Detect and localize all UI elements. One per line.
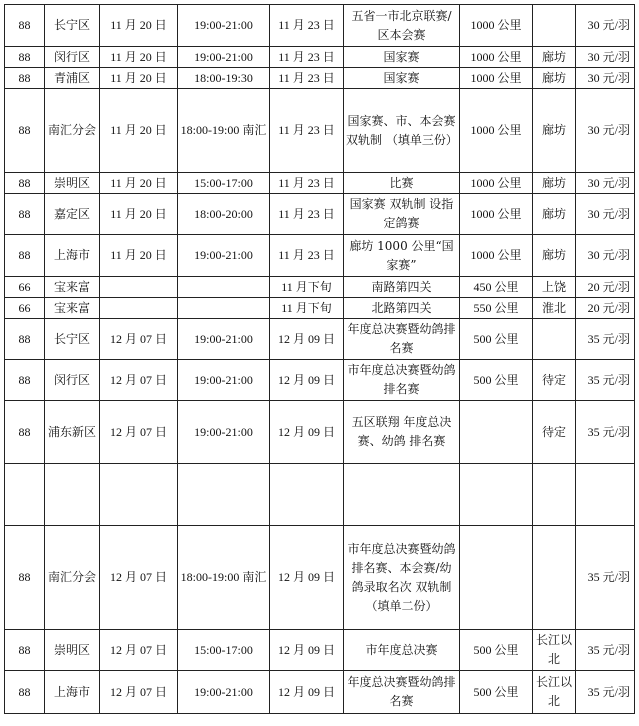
distance-cell: 500 公里 [460, 630, 533, 671]
collection-time-cell: 18:00-19:00 南汇 [178, 526, 270, 630]
race-code-cell: 88 [5, 319, 45, 360]
release-place-cell: 淮北 [533, 298, 576, 319]
collection-date-cell: 11 月 20 日 [100, 173, 178, 194]
race-code-cell: 88 [5, 173, 45, 194]
race-schedule-table [4, 4, 635, 714]
release-date-cell: 12 月 09 日 [270, 671, 344, 714]
table-row [5, 277, 635, 298]
distance-cell: 1000 公里 [460, 194, 533, 235]
collection-date-cell: 11 月 20 日 [100, 47, 178, 68]
distance-cell [460, 464, 533, 526]
release-date-cell: 11 月 23 日 [270, 5, 344, 47]
release-place-cell [533, 319, 576, 360]
club-cell: 南汇分会 [45, 526, 100, 630]
race-code-cell: 88 [5, 68, 45, 89]
fee-cell: 35 元/羽 [576, 319, 635, 360]
release-date-cell: 11 月下旬 [270, 298, 344, 319]
distance-cell: 1000 公里 [460, 89, 533, 173]
race-code-cell: 88 [5, 401, 45, 464]
club-cell [45, 464, 100, 526]
release-place-cell [533, 5, 576, 47]
collection-date-cell: 12 月 07 日 [100, 671, 178, 714]
collection-time-cell: 18:00-20:00 [178, 194, 270, 235]
table-row [5, 526, 635, 630]
distance-cell: 1000 公里 [460, 173, 533, 194]
table-row [5, 194, 635, 235]
club-cell: 南汇分会 [45, 89, 100, 173]
distance-cell: 1000 公里 [460, 235, 533, 277]
race-code-cell: 88 [5, 671, 45, 714]
release-place-cell: 上饶 [533, 277, 576, 298]
release-date-cell: 11 月 23 日 [270, 47, 344, 68]
release-date-cell: 12 月 09 日 [270, 360, 344, 401]
race-name-cell: 年度总决赛暨幼鸽排名赛 [344, 671, 460, 714]
collection-time-cell [178, 277, 270, 298]
distance-cell: 500 公里 [460, 360, 533, 401]
race-name-cell: 五省一市北京联赛/区本会赛 [344, 5, 460, 47]
race-code-cell: 66 [5, 298, 45, 319]
collection-date-cell [100, 298, 178, 319]
race-name-cell: 年度总决赛暨幼鸽排名赛 [344, 319, 460, 360]
race-code-cell [5, 464, 45, 526]
race-code-cell: 88 [5, 194, 45, 235]
collection-time-cell: 15:00-17:00 [178, 173, 270, 194]
race-name-cell: 市年度总决赛暨幼鸽排名赛、本会赛/幼鸽录取名次 双轨制 （填单二份） [344, 526, 460, 630]
collection-date-cell [100, 277, 178, 298]
table-row [5, 319, 635, 360]
release-date-cell: 11 月 23 日 [270, 194, 344, 235]
release-place-cell: 廊坊 [533, 194, 576, 235]
table-row [5, 401, 635, 464]
distance-cell: 550 公里 [460, 298, 533, 319]
collection-date-cell: 11 月 20 日 [100, 5, 178, 47]
fee-cell: 30 元/羽 [576, 173, 635, 194]
release-date-cell: 11 月 23 日 [270, 173, 344, 194]
fee-cell: 30 元/羽 [576, 89, 635, 173]
distance-cell: 500 公里 [460, 319, 533, 360]
table-row [5, 360, 635, 401]
release-date-cell: 12 月 09 日 [270, 526, 344, 630]
fee-cell: 35 元/羽 [576, 360, 635, 401]
race-name-cell: 南路第四关 [344, 277, 460, 298]
race-code-cell: 88 [5, 89, 45, 173]
collection-time-cell: 19:00-21:00 [178, 235, 270, 277]
club-cell: 嘉定区 [45, 194, 100, 235]
release-place-cell: 廊坊 [533, 47, 576, 68]
release-place-cell: 长江以北 [533, 671, 576, 714]
race-name-cell: 五区联翔 年度总决赛、幼鸽 排名赛 [344, 401, 460, 464]
collection-date-cell: 12 月 07 日 [100, 360, 178, 401]
club-cell: 崇明区 [45, 173, 100, 194]
table-row [5, 235, 635, 277]
table-row [5, 671, 635, 714]
race-code-cell: 88 [5, 47, 45, 68]
club-cell: 青浦区 [45, 68, 100, 89]
collection-date-cell: 11 月 20 日 [100, 89, 178, 173]
race-code-cell: 88 [5, 526, 45, 630]
race-name-cell: 国家赛 双轨制 设指定鸽赛 [344, 194, 460, 235]
collection-time-cell: 19:00-21:00 [178, 401, 270, 464]
release-date-cell: 11 月下旬 [270, 277, 344, 298]
race-name-cell: 国家赛、市、本会赛 双轨制 （填单三份） [344, 89, 460, 173]
collection-time-cell: 15:00-17:00 [178, 630, 270, 671]
release-date-cell: 12 月 09 日 [270, 319, 344, 360]
club-cell: 宝来富 [45, 298, 100, 319]
release-date-cell: 12 月 09 日 [270, 401, 344, 464]
collection-date-cell: 12 月 07 日 [100, 401, 178, 464]
release-date-cell: 11 月 23 日 [270, 89, 344, 173]
table-row [5, 464, 635, 526]
club-cell: 长宁区 [45, 319, 100, 360]
release-place-cell: 廊坊 [533, 68, 576, 89]
release-date-cell: 11 月 23 日 [270, 235, 344, 277]
club-cell: 崇明区 [45, 630, 100, 671]
distance-cell: 1000 公里 [460, 47, 533, 68]
fee-cell: 35 元/羽 [576, 671, 635, 714]
race-code-cell: 88 [5, 630, 45, 671]
table-row [5, 173, 635, 194]
race-code-cell: 88 [5, 235, 45, 277]
collection-date-cell: 12 月 07 日 [100, 630, 178, 671]
race-code-cell: 88 [5, 360, 45, 401]
race-name-cell: 国家赛 [344, 68, 460, 89]
release-date-cell [270, 464, 344, 526]
race-name-cell: 比赛 [344, 173, 460, 194]
release-place-cell: 廊坊 [533, 89, 576, 173]
release-date-cell: 12 月 09 日 [270, 630, 344, 671]
club-cell: 上海市 [45, 671, 100, 714]
club-cell: 浦东新区 [45, 401, 100, 464]
collection-date-cell: 11 月 20 日 [100, 194, 178, 235]
release-date-cell: 11 月 23 日 [270, 68, 344, 89]
race-name-cell: 市年度总决赛 [344, 630, 460, 671]
distance-cell: 1000 公里 [460, 5, 533, 47]
collection-date-cell: 12 月 07 日 [100, 526, 178, 630]
collection-date-cell: 12 月 07 日 [100, 319, 178, 360]
release-place-cell: 待定 [533, 401, 576, 464]
race-name-cell [344, 464, 460, 526]
release-place-cell: 待定 [533, 360, 576, 401]
table-body [5, 5, 635, 714]
table-row [5, 68, 635, 89]
distance-cell [460, 401, 533, 464]
fee-cell: 30 元/羽 [576, 194, 635, 235]
club-cell: 宝来富 [45, 277, 100, 298]
collection-time-cell: 18:00-19:00 南汇 [178, 89, 270, 173]
collection-time-cell [178, 298, 270, 319]
race-name-cell: 廊坊 1000 公里“国家赛” [344, 235, 460, 277]
club-cell: 长宁区 [45, 5, 100, 47]
table-row [5, 47, 635, 68]
collection-time-cell: 19:00-21:00 [178, 671, 270, 714]
club-cell: 闵行区 [45, 360, 100, 401]
release-place-cell [533, 526, 576, 630]
fee-cell [576, 464, 635, 526]
collection-time-cell: 19:00-21:00 [178, 5, 270, 47]
race-name-cell: 国家赛 [344, 47, 460, 68]
fee-cell: 20 元/羽 [576, 298, 635, 319]
table-row [5, 630, 635, 671]
fee-cell: 35 元/羽 [576, 401, 635, 464]
table-row [5, 89, 635, 173]
distance-cell: 450 公里 [460, 277, 533, 298]
collection-time-cell: 19:00-21:00 [178, 319, 270, 360]
fee-cell: 20 元/羽 [576, 277, 635, 298]
club-cell: 上海市 [45, 235, 100, 277]
collection-time-cell: 19:00-21:00 [178, 47, 270, 68]
release-place-cell [533, 464, 576, 526]
distance-cell: 500 公里 [460, 671, 533, 714]
collection-date-cell [100, 464, 178, 526]
collection-time-cell [178, 464, 270, 526]
collection-date-cell: 11 月 20 日 [100, 235, 178, 277]
release-place-cell: 长江以北 [533, 630, 576, 671]
collection-time-cell: 19:00-21:00 [178, 360, 270, 401]
release-place-cell: 廊坊 [533, 173, 576, 194]
race-name-cell: 市年度总决赛暨幼鸽排名赛 [344, 360, 460, 401]
table-row [5, 298, 635, 319]
fee-cell: 30 元/羽 [576, 5, 635, 47]
race-code-cell: 88 [5, 5, 45, 47]
fee-cell: 35 元/羽 [576, 630, 635, 671]
fee-cell: 30 元/羽 [576, 235, 635, 277]
fee-cell: 30 元/羽 [576, 47, 635, 68]
collection-date-cell: 11 月 20 日 [100, 68, 178, 89]
race-name-cell: 北路第四关 [344, 298, 460, 319]
table-row [5, 5, 635, 47]
release-place-cell: 廊坊 [533, 235, 576, 277]
distance-cell [460, 526, 533, 630]
race-code-cell: 66 [5, 277, 45, 298]
distance-cell: 1000 公里 [460, 68, 533, 89]
club-cell: 闵行区 [45, 47, 100, 68]
fee-cell: 35 元/羽 [576, 526, 635, 630]
collection-time-cell: 18:00-19:30 [178, 68, 270, 89]
fee-cell: 30 元/羽 [576, 68, 635, 89]
